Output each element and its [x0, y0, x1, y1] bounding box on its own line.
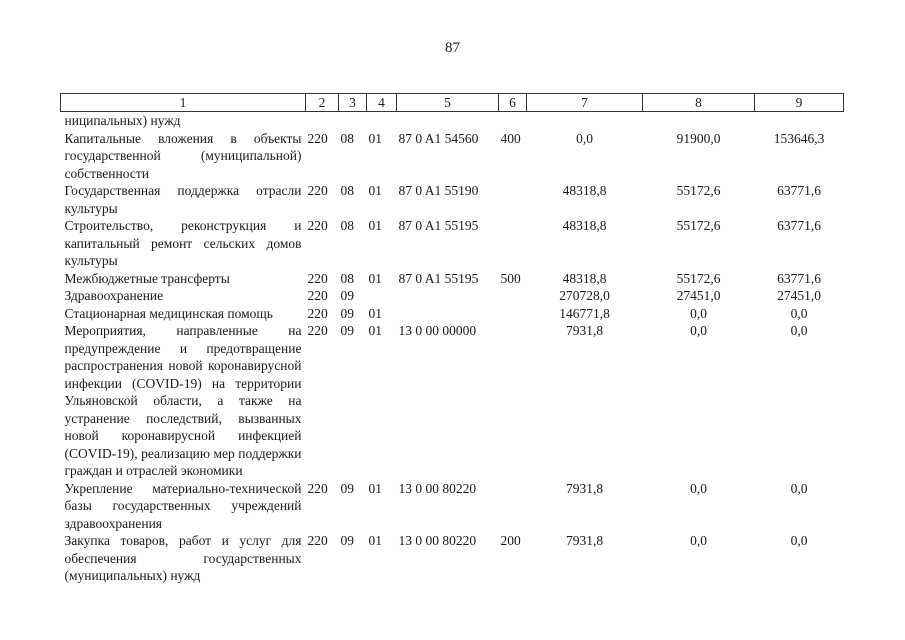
header-col-2: 2 — [306, 94, 339, 112]
row-name: Строительство, реконструкция и капитальный ремонт сельских домов культуры — [64, 218, 302, 268]
row-vr — [499, 322, 527, 480]
row-csr: 87 0 A1 55195 — [398, 270, 479, 286]
row-vr: 500 — [500, 270, 521, 286]
row-vr — [499, 305, 527, 323]
row-csr — [397, 287, 499, 305]
row-value-8: 0,0 — [690, 305, 707, 321]
row-rz: 09 — [340, 480, 354, 496]
table-row — [61, 322, 844, 480]
row-pr: 01 — [368, 183, 382, 198]
row-vr — [499, 217, 527, 270]
row-name: Укрепление материально-технической базы государственных учреждений здравоохранения — [64, 480, 302, 531]
budget-table — [60, 93, 844, 585]
row-rz: 09 — [340, 288, 354, 303]
row-value-8: 0,0 — [690, 480, 707, 496]
table-row — [61, 532, 844, 585]
row-vr — [499, 480, 527, 533]
table-body — [61, 112, 844, 585]
row-grbs: 220 — [307, 480, 328, 496]
row-pr: 01 — [368, 130, 382, 146]
row-value-9: 0,0 — [790, 305, 808, 321]
row-value-7: 7931,8 — [565, 533, 604, 548]
row-grbs: 220 — [307, 323, 328, 338]
row-value-8: 0,0 — [690, 323, 707, 338]
row-name: Мероприятия, направленные на предупреждение и предотвращение распространения новой коронавирусной инфекции (COVID-19) на территории Ульяновской области, а также на устранение последствий, вызванных новой коронавирусной инфекцией (COVID-19), реализацию мер поддержки граждан и отраслей экономики — [64, 323, 302, 478]
row-value-9: 0,0 — [790, 323, 808, 338]
table-row — [61, 112, 844, 130]
row-csr: 13 0 00 80220 — [398, 480, 477, 496]
row-rz: 08 — [340, 218, 354, 233]
row-vr — [499, 287, 527, 305]
row-value-7: 48318,8 — [562, 218, 607, 233]
table-row — [61, 130, 844, 183]
row-value-7: 0,0 — [576, 130, 593, 146]
row-value-8 — [643, 112, 755, 130]
row-rz: 08 — [340, 130, 354, 146]
row-value-7: 7931,8 — [565, 480, 604, 496]
row-value-7: 270728,0 — [559, 288, 610, 303]
row-name: Стационарная медицинская помощь — [64, 305, 273, 321]
row-csr: 13 0 00 80220 — [398, 533, 477, 548]
table-row — [61, 305, 844, 323]
row-value-8: 55172,6 — [676, 218, 721, 233]
page-number: 87 — [445, 40, 460, 56]
row-grbs: 220 — [307, 533, 328, 548]
header-col-4: 4 — [367, 94, 397, 112]
header-col-3: 3 — [339, 94, 367, 112]
row-value-7: 48318,8 — [562, 183, 607, 198]
row-grbs — [306, 112, 339, 130]
row-csr — [397, 112, 499, 130]
header-col-9: 9 — [755, 94, 844, 112]
row-value-9: 0,0 — [790, 480, 808, 496]
row-pr — [367, 112, 397, 130]
row-pr: 01 — [368, 218, 382, 233]
row-vr — [499, 182, 527, 217]
row-value-9: 63771,6 — [777, 218, 821, 233]
table-row — [61, 287, 844, 305]
row-name: Капитальные вложения в объекты государственной (муниципальной) собственности — [64, 130, 302, 181]
header-col-1: 1 — [61, 94, 306, 112]
row-value-9: 27451,0 — [777, 288, 821, 303]
table-row — [61, 217, 844, 270]
header-col-7: 7 — [527, 94, 643, 112]
row-grbs: 220 — [307, 130, 328, 146]
row-name: Закупка товаров, работ и услуг для обеспечения государственных (муниципальных) нужд — [64, 533, 302, 583]
row-pr: 01 — [368, 270, 382, 286]
row-pr: 01 — [368, 323, 382, 338]
row-grbs: 220 — [307, 183, 328, 198]
row-value-9: 63771,6 — [777, 270, 821, 286]
row-csr: 87 0 A1 55195 — [398, 218, 479, 233]
row-rz: 08 — [340, 270, 354, 286]
row-rz: 09 — [340, 533, 354, 548]
row-name: ниципальных) нужд — [64, 113, 181, 128]
row-value-9: 0,0 — [790, 533, 808, 548]
row-value-8: 27451,0 — [676, 288, 721, 303]
row-value-7: 146771,8 — [559, 305, 610, 321]
row-pr: 01 — [368, 480, 382, 496]
row-csr: 87 0 A1 55190 — [398, 183, 479, 198]
row-rz: 08 — [340, 183, 354, 198]
row-value-8: 91900,0 — [676, 130, 721, 146]
row-value-9: 63771,6 — [777, 183, 821, 198]
row-rz — [339, 112, 367, 130]
row-value-9: 153646,3 — [773, 130, 825, 146]
row-value-7: 7931,8 — [565, 323, 604, 338]
row-rz: 09 — [340, 305, 354, 321]
table-row — [61, 182, 844, 217]
header-row — [61, 94, 844, 112]
row-vr: 200 — [500, 533, 521, 548]
row-grbs: 220 — [307, 305, 328, 321]
row-name: Государственная поддержка отрасли культуры — [64, 183, 302, 216]
table-row — [61, 480, 844, 533]
row-pr: 01 — [368, 533, 382, 548]
row-pr — [367, 287, 397, 305]
row-grbs: 220 — [307, 270, 328, 286]
row-value-7 — [527, 112, 643, 130]
row-rz: 09 — [340, 323, 354, 338]
row-name: Здравоохранение — [64, 288, 164, 303]
header-col-6: 6 — [499, 94, 527, 112]
row-value-8: 55172,6 — [676, 270, 721, 286]
row-vr: 400 — [500, 130, 521, 146]
row-value-8: 0,0 — [690, 533, 707, 548]
row-grbs: 220 — [307, 218, 328, 233]
row-vr — [499, 112, 527, 130]
header-col-8: 8 — [643, 94, 755, 112]
row-csr: 13 0 00 00000 — [398, 323, 477, 338]
table-row — [61, 270, 844, 288]
row-grbs: 220 — [307, 288, 328, 303]
row-value-8: 55172,6 — [676, 183, 721, 198]
row-pr: 01 — [368, 305, 382, 321]
table-header — [61, 94, 844, 112]
row-csr — [397, 305, 499, 323]
row-value-7: 48318,8 — [562, 270, 607, 286]
row-value-9 — [755, 112, 844, 130]
row-csr: 87 0 A1 54560 — [398, 130, 479, 146]
header-col-5: 5 — [397, 94, 499, 112]
row-name: Межбюджетные трансферты — [64, 270, 230, 286]
